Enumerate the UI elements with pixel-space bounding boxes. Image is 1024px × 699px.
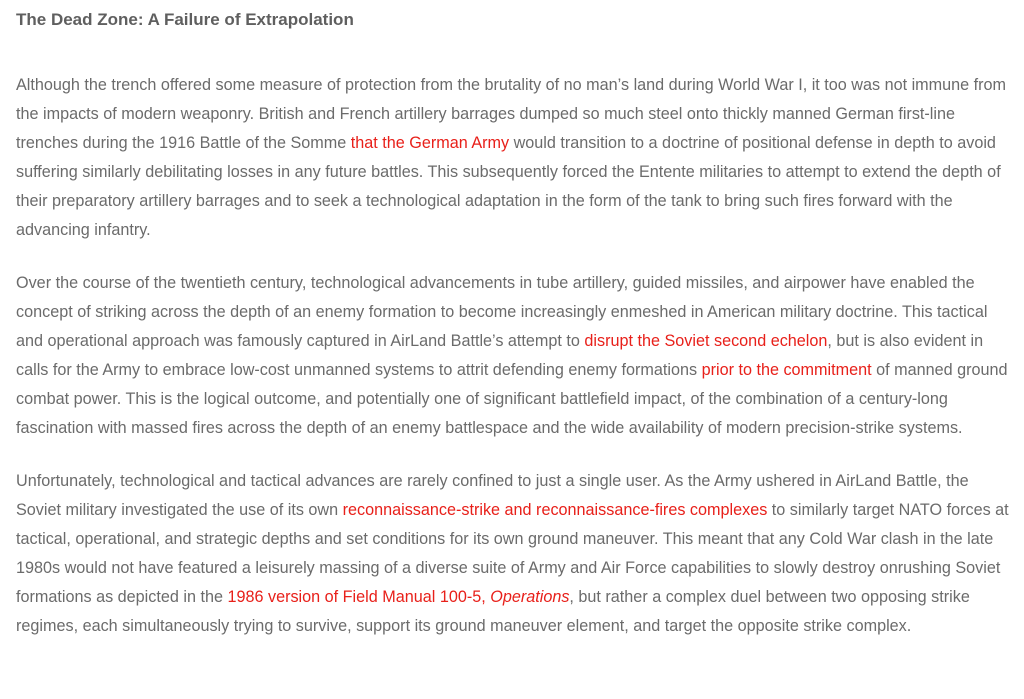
link-field-manual-100-5[interactable] <box>227 588 569 606</box>
paragraph-2-text-a: Over the course of the twentieth century, technological advancements in tube artillery, guided missiles, and airpower have enabled the concept of striking across the depth of an enemy formation to become increasingly enmeshed in American military doctrine. This tactical and operational approach was famously captured in AirLand Battle’s attempt to <box>16 274 988 350</box>
link-soviet-second-echelon[interactable]: disrupt the Soviet second echelon <box>584 332 828 350</box>
link-field-manual-text: 1986 version of Field Manual 100-5, <box>227 588 491 606</box>
paragraph-1-text-b: would transition to a doctrine of positional defense in depth to avoid suffering similarly debilitating losses in any future battles. This subsequently forced the Entente militaries to attempt to extend the depth of their preparatory artillery barrages and to seek a technological adaptation in the form of the tank to bring such fires forward with the advancing infantry. <box>16 134 1001 239</box>
paragraph-3-text-b: to similarly target NATO forces at tactical, operational, and strategic depths and set conditions for its own ground maneuver. This meant that any Cold War clash in the late 1980s would not have featured a leisurely massing of a diverse suite of Army and Air Force capabilities to slowly destroy onrushing Soviet formations as depicted in the <box>16 501 1009 606</box>
paragraph-3-text-c: , but rather a complex duel between two opposing strike regimes, each simultaneously trying to survive, support its ground maneuver element, and target the opposite strike complex. <box>16 588 970 635</box>
paragraph-2-text-b: , but is also evident in calls for the Army to embrace low-cost unmanned systems to attrit defending enemy formations <box>16 332 984 379</box>
link-german-army[interactable]: that the German Army <box>350 134 510 152</box>
paragraph-2-text-c: of manned ground combat power. This is the logical outcome, and potentially one of significant battlefield impact, of the combination of a century-long fascination with massed fires across the depth of an enemy battlespace and the wide availability of modern precision-strike systems. <box>16 361 1008 437</box>
link-recon-strike-complexes[interactable]: reconnaissance-strike and reconnaissance-fires complexes <box>342 501 768 519</box>
paragraph-3 <box>16 467 1016 641</box>
paragraph-1-text-a: Although the trench offered some measure of protection from the brutality of no man’s land during World War I, it too was not immune from the impacts of modern weaponry. British and French artillery barrages dumped so much steel onto thickly manned German first-line trenches during the 1916 Battle of the Somme <box>16 76 1007 152</box>
link-field-manual-italic: Operations <box>490 588 570 606</box>
paragraph-3-text-a: Unfortunately, technological and tactical advances are rarely confined to just a single user. As the Army ushered in AirLand Battle, the Soviet military investigated the use of its own <box>16 472 969 519</box>
section-heading: The Dead Zone: A Failure of Extrapolation <box>16 10 354 29</box>
paragraph-1 <box>16 71 1016 245</box>
link-prior-to-commitment[interactable]: prior to the commitment <box>701 361 872 379</box>
paragraph-2 <box>16 269 1016 443</box>
